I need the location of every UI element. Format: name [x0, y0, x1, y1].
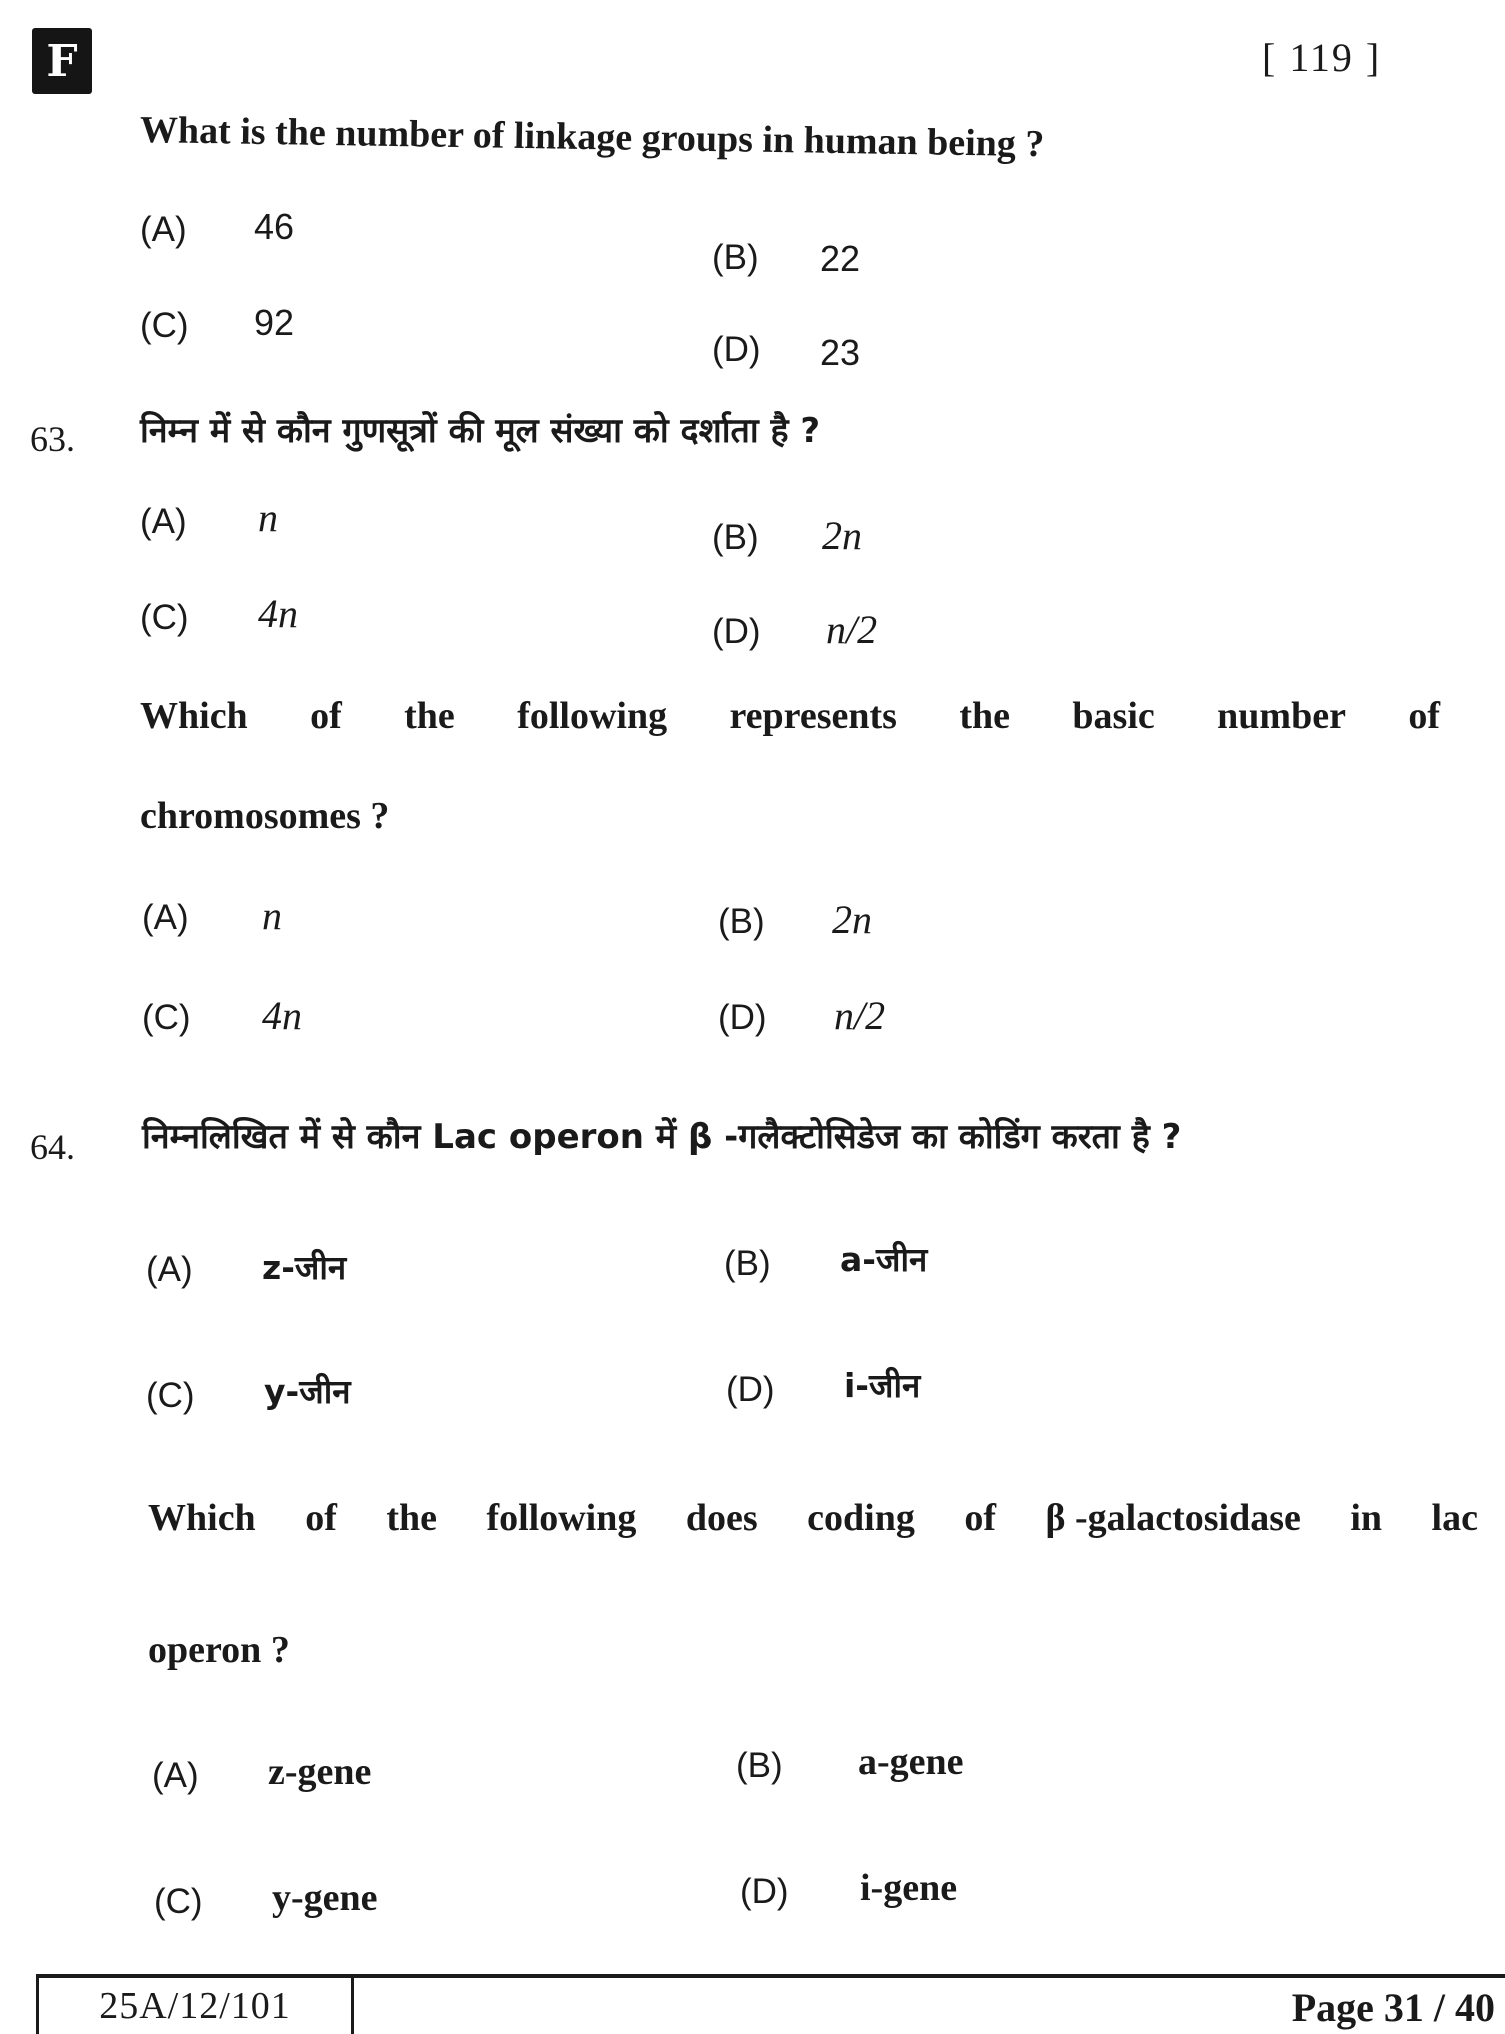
- q63-hi-option-d-label: (D): [712, 612, 761, 651]
- series-badge: F: [32, 28, 92, 94]
- q63-en-option-c-label: (C): [142, 998, 191, 1037]
- q64-english-line2: operon ?: [148, 1629, 290, 1671]
- booklet-code: 25A/12/101: [36, 1978, 354, 2034]
- q64-en-option-c-value: y-gene: [272, 1877, 378, 1919]
- q63-en-word: the: [404, 695, 455, 737]
- q63-english-line2: chromosomes ?: [140, 795, 390, 837]
- q64-hindi-text: निम्नलिखित में से कौन Lac operon में β -गलैक्टोसिडेज का कोडिंग करता है ?: [142, 1117, 1182, 1157]
- q62-english-text: What is the number of linkage groups in human being ?: [139, 109, 1045, 166]
- q63-en-word: Which: [140, 695, 248, 737]
- q62-option-d-value: 23: [820, 332, 861, 373]
- q63-en-word: following: [517, 695, 668, 737]
- q64-hi-option-c-label: (C): [146, 1376, 195, 1415]
- q64-hi-option-c-value: y-जीन: [264, 1372, 351, 1411]
- q63-hi-option-a-label: (A): [140, 502, 187, 541]
- q64-en-word: following: [486, 1497, 637, 1539]
- q64-en-option-b-value: a-gene: [858, 1741, 964, 1783]
- q63-en-word: of: [1408, 695, 1440, 737]
- q64-en-word: Which: [148, 1497, 256, 1539]
- q63-hi-option-d-value: n/2: [826, 607, 878, 652]
- q63-en-option-d-label: (D): [718, 998, 767, 1037]
- q63-hi-option-c-label: (C): [140, 598, 189, 637]
- q64-en-option-d-value: i-gene: [860, 1867, 958, 1909]
- q63-hi-option-b-value: 2n: [822, 513, 862, 558]
- q63-en-word: of: [310, 695, 342, 737]
- q63-en-option-b-label: (B): [718, 902, 765, 941]
- q64-en-option-a-value: z-gene: [268, 1751, 372, 1793]
- q64-hi-option-b-label: (B): [724, 1244, 771, 1283]
- q64-en-option-d-label: (D): [740, 1872, 789, 1911]
- q64-en-option-b-label: (B): [736, 1746, 783, 1785]
- q63-hi-option-c-value: 4n: [258, 591, 298, 636]
- q62-option-c-label: (C): [140, 306, 189, 345]
- q63-hindi-text: निम्न में से कौन गुणसूत्रों की मूल संख्या को दर्शाता है ?: [140, 411, 821, 451]
- q64-english-line1: [148, 1496, 1478, 1540]
- q63-en-option-c-value: 4n: [262, 993, 302, 1038]
- q62-option-a-value: 46: [254, 206, 295, 247]
- q64-en-word: coding: [807, 1497, 915, 1539]
- q64-hi-option-a-label: (A): [146, 1250, 193, 1289]
- q64-hi-option-b-value: a-जीन: [840, 1240, 928, 1279]
- q64-en-word: β -galactosidase: [1045, 1497, 1301, 1539]
- q62-option-d-label: (D): [712, 330, 761, 369]
- q63-en-word: basic: [1072, 695, 1155, 737]
- q63-en-word: represents: [729, 695, 897, 737]
- q63-hi-option-b-label: (B): [712, 518, 759, 557]
- q63-english-line1: [140, 694, 1440, 738]
- q64-hi-option-d-value: i-जीन: [844, 1366, 921, 1405]
- q63-number: 63.: [30, 419, 75, 459]
- q62-option-a-label: (A): [140, 210, 187, 249]
- q63-en-word: the: [959, 695, 1010, 737]
- q64-en-word: in: [1350, 1497, 1383, 1539]
- q64-en-word: of: [305, 1497, 337, 1539]
- q62-option-b-label: (B): [712, 238, 759, 277]
- q62-option-b-value: 22: [820, 238, 861, 279]
- q63-en-option-a-label: (A): [142, 898, 189, 937]
- page-code: [ 119 ]: [1262, 35, 1382, 80]
- q64-en-word: does: [685, 1497, 758, 1539]
- q64-number: 64.: [30, 1127, 75, 1167]
- q63-hi-option-a-value: n: [258, 495, 278, 540]
- q63-en-option-d-value: n/2: [834, 993, 886, 1038]
- q64-en-word: the: [386, 1497, 437, 1539]
- q64-hi-option-d-label: (D): [726, 1370, 775, 1409]
- q64-en-word: lac: [1431, 1497, 1478, 1539]
- q64-en-option-c-label: (C): [154, 1882, 203, 1921]
- q63-en-option-b-value: 2n: [832, 897, 872, 942]
- q62-option-c-value: 92: [254, 302, 295, 343]
- q64-en-option-a-label: (A): [152, 1756, 199, 1795]
- q63-en-option-a-value: n: [262, 893, 282, 938]
- page-number: Page 31 / 40: [1291, 1985, 1495, 2030]
- q63-en-word: number: [1217, 695, 1346, 737]
- q64-hi-option-a-value: z-जीन: [262, 1248, 347, 1287]
- q64-en-word: of: [964, 1497, 996, 1539]
